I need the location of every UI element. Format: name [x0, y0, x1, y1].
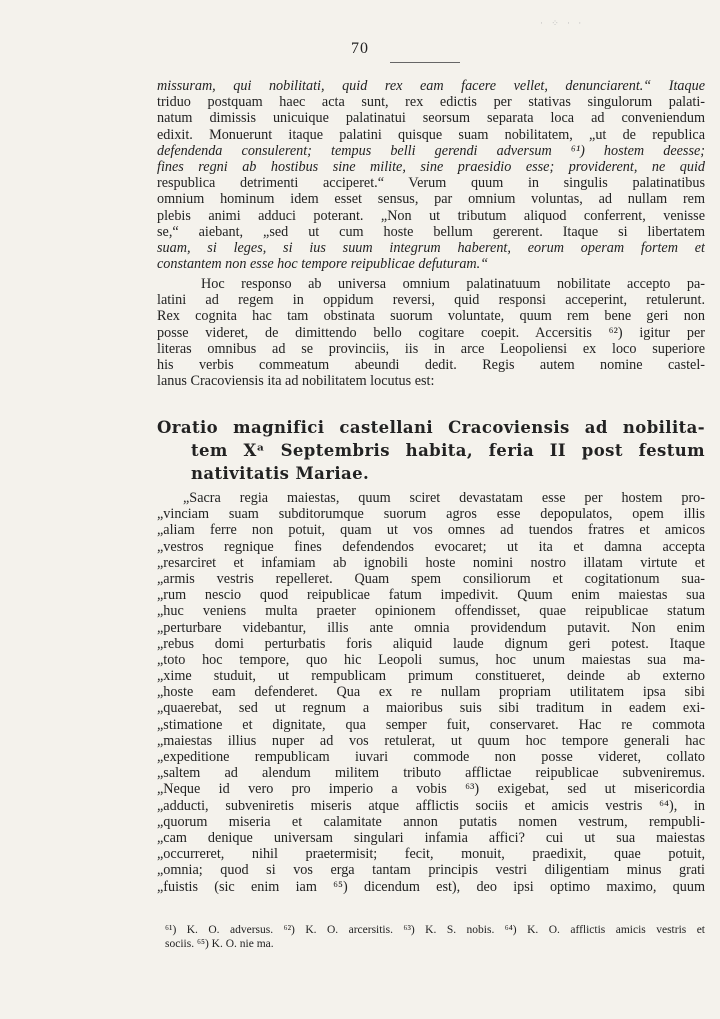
text-line: „Neque id vero pro imperio a vobis ⁶³) exigebat, sed ut misericordia	[157, 781, 705, 798]
text-line: „perturbare videbantur, illis ante omnia providendum putavit. Non enim	[157, 619, 705, 636]
text-line: „quaerebat, sed ut regnum a maioribus suis sibi traditum in eadem exi-	[157, 700, 705, 717]
text-line: „toto hoc tempore, quo hic Leopoli sumus, hoc unum maiestas sua ma-	[157, 651, 705, 668]
text-line: „occurreret, nihil praetermisit; fecit, monuit, praedixit, quae potuit,	[157, 846, 705, 863]
text-line: se,“ aiebant, „sed ut cum hoste bellum gererent. Itaque si libertatem	[157, 223, 705, 240]
text-line: plebis animi adduci poterant. „Non ut tributum aliquod conferrent, venisse	[157, 207, 705, 224]
text-line: „cam denique universam singulari infamia affici? cui ut sua maiestas	[157, 829, 705, 846]
text-line: „xime studuit, ut rempublicam primum constitueret, deinde ab externo	[157, 668, 705, 685]
footnote-line: sociis. ⁶⁵) K. O. nie ma.	[165, 938, 274, 950]
text-line: „Sacra regia maiestas, quum sciret devastatam esse per hostem pro-	[183, 490, 705, 506]
heading-line: Oratio magnifici castellani Cracoviensis ad nobilita-	[157, 418, 705, 437]
text-line: his verbis commeatum abeundi dedit. Regis autem nomine castel-	[157, 356, 705, 373]
heading-line: tem Xᵃ Septembris habita, feria II post festum	[191, 441, 705, 460]
footnotes	[165, 923, 705, 951]
top-paragraph	[157, 78, 705, 272]
text-line: „hoste eam defenderet. Qua ex re nullam propriam utilitatem ipsa sibi	[157, 684, 705, 701]
text-line: constantem non esse hoc tempore reipublicae defuturam.“	[157, 256, 489, 273]
text-line: triduo postquam haec acta sunt, rex edictis per stativas singulorum palati-	[157, 94, 705, 111]
section-heading	[157, 416, 705, 485]
text-line: „rebus domi perturbatis foris aliquid laude dignum geri potest. Itaque	[157, 635, 705, 652]
text-line: lanus Cracoviensis ita ad nobilitatem locutus est:	[157, 373, 435, 390]
text-line: „vinciam suam subditorumque suorum agros esse depopulatos, opem illis	[157, 506, 705, 523]
text-line: posse videret, de dimittendo bello cogitare coepit. Accersitis ⁶²) igitur per	[157, 324, 705, 341]
text-line: respublica detrimenti acciperet.“ Verum quum in singulis palatinatibus	[157, 175, 705, 192]
text-line: „stimatione et dignitate, qua semper fuit, conservaret. Hac re commota	[157, 716, 705, 733]
text-line: latini ad regem in oppidum reversi, quid responsi acceperint, retulerunt.	[157, 292, 705, 309]
text-line: „huc veniens multa praeter opinionem offendisset, quae reipublicae statum	[157, 603, 705, 620]
page-number-rule	[390, 62, 460, 63]
text-line: literas omnibus ad se provinciis, iis in arce Leopoliensi ex loco superiore	[157, 340, 705, 357]
text-line: „expeditione rempublicam iuvari commode non posse videret, collato	[157, 749, 705, 765]
text-line: omnium hominum idem esset sensus, par omnium voluntas, ad nullam rem	[157, 191, 705, 208]
text-line: „resarciret et infamiam ab ignobili hoste nomini nostro illatam virtute et	[157, 554, 705, 571]
text-line: missuram, qui nobilitati, quid rex eam facere vellet, denunciarent.“ Itaque	[157, 78, 705, 94]
text-line: „saltem ad alendum militem tributo afflictae reipublicae subveniremus.	[157, 765, 705, 782]
text-line: defendenda consulerent; tempus belli gerendi adversum ⁶¹) hostem deesse;	[157, 142, 705, 159]
second-paragraph	[157, 276, 705, 389]
text-line: suam, si leges, si ius suum integrum haberent, eorum operam fortem et	[157, 239, 705, 256]
text-line: „rum nescio quod reipublicae fatum impedivit. Quum enim maiestas sua	[157, 587, 705, 604]
text-line: „adducti, subveniretis miseris atque afflictis sociis et amicis vestris ⁶⁴), in	[157, 797, 705, 814]
text-line: edixit. Monuerunt itaque palatini quisque suam nobilitatem, „ut de republica	[157, 126, 705, 143]
text-line: „omnia; quod si vos erga tantam principis vestri diligentiam minus grati	[157, 862, 705, 879]
oration-text	[157, 490, 705, 895]
text-line: „aliam ferre non potuit, quam ut vos omnes ad tuendos fratres et amicos	[157, 522, 705, 539]
scan-specks: · ⁘ · ·	[540, 18, 585, 28]
text-line: „armis vestris repelleret. Quam spem consiliorum et cogitationum sua-	[157, 570, 705, 587]
heading-line: nativitatis Mariae.	[191, 464, 370, 483]
page-number: 70	[351, 40, 369, 57]
footnote-line: ⁶¹) K. O. adversus. ⁶²) K. O. arcersitis. ⁶³) K. S. nobis. ⁶⁴) K. O. afflictis amicis vestris et	[165, 924, 705, 936]
text-line: Hoc responso ab universa omnium palatinatuum nobilitate accepto pa-	[201, 276, 705, 292]
text-line: „vestros regnique fines defendendos evocaret; ut ita et damna accepta	[157, 538, 705, 555]
text-line: „fuistis (sic enim iam ⁶⁵) dicendum est), deo ipsi optimo maximo, quum	[157, 878, 705, 895]
text-line: Rex cognita hac tam obstinata suorum voluntate, quum rem bene geri non	[157, 308, 705, 325]
text-line: fines regni ab hostibus sine milite, sine praesidio esse; providerent, ne quid	[157, 158, 705, 175]
text-line: „maiestas illius nuper ad vos retulerat, ut quum hoc tempore generali hac	[157, 732, 705, 749]
text-line: „quorum miseria et calamitate annon putatis nomen vestrum, rempubli-	[157, 813, 705, 830]
text-line: natum dimissis unicuique palatinatui seorsum separata loca ad conveniendum	[157, 110, 705, 127]
